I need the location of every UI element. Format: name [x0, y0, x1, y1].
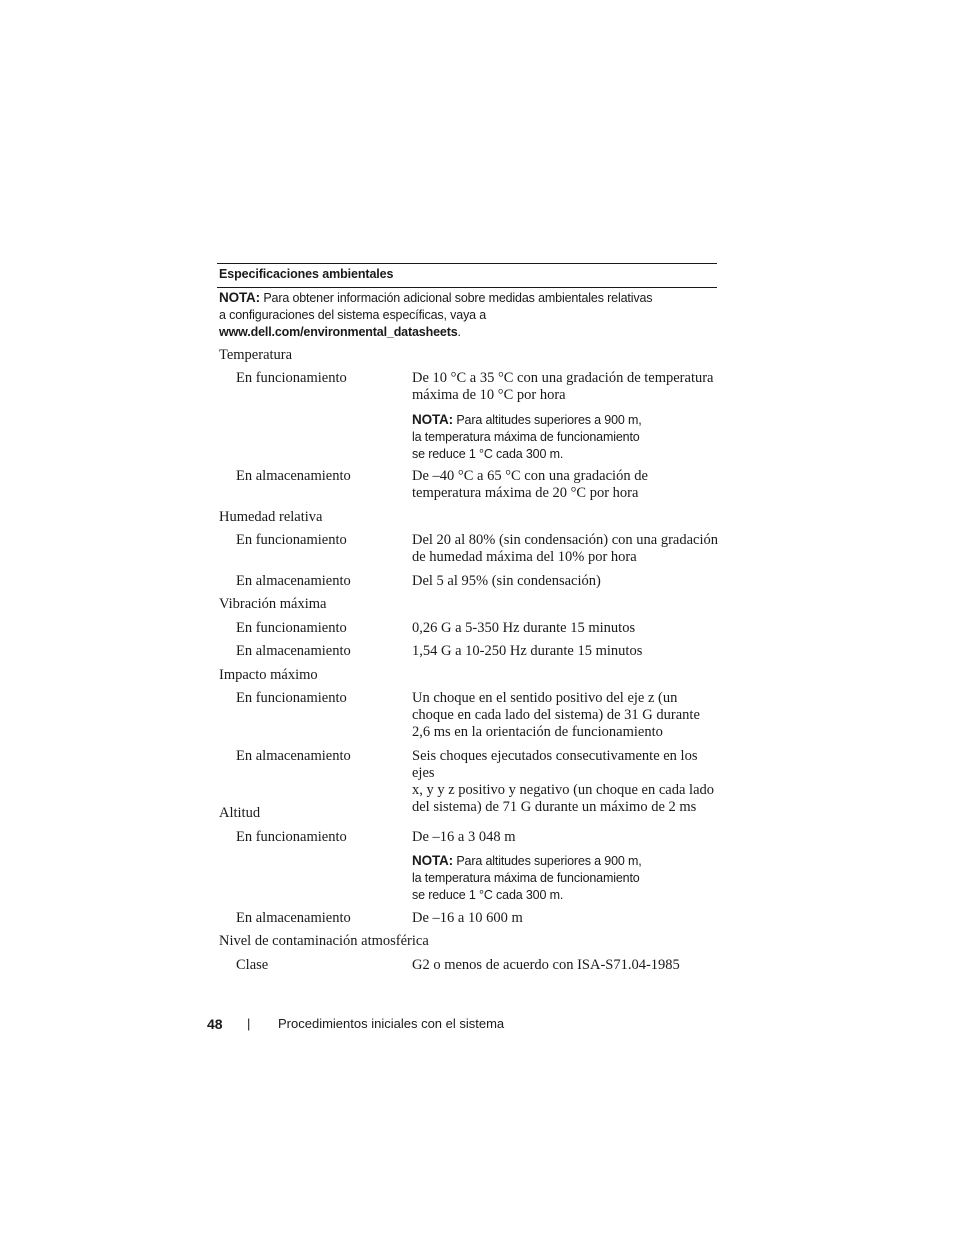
row-value: [412, 370, 722, 404]
row-label: En funcionamiento: [236, 620, 347, 636]
note-label: NOTA:: [412, 853, 453, 868]
row-label: En funcionamiento: [236, 370, 347, 386]
value-line: máxima de 10 °C por hora: [412, 387, 566, 403]
row-label: En almacenamiento: [236, 748, 351, 764]
row-value: G2 o menos de acuerdo con ISA-S71.04-1985: [412, 957, 680, 973]
value-line: x, y y z positivo y negativo (un choque en cada lado: [412, 782, 715, 798]
row-label: En almacenamiento: [236, 468, 351, 484]
row-label: En funcionamiento: [236, 690, 347, 706]
section-title-contaminacion: Nivel de contaminación atmosférica: [219, 933, 429, 949]
note-text: se reduce 1 °C cada 300 m.: [412, 888, 564, 902]
row-value: Del 5 al 95% (sin condensación): [412, 573, 601, 589]
section-title-altitud: Altitud: [219, 805, 261, 821]
row-value: 1,54 G a 10-250 Hz durante 15 minutos: [412, 643, 643, 659]
value-line: de humedad máxima del 10% por hora: [412, 549, 637, 565]
temperature-note: [412, 411, 722, 463]
row-value: [412, 748, 722, 816]
section-title-impacto: Impacto máximo: [219, 667, 318, 683]
value-line: De 10 °C a 35 °C con una gradación de temperatura: [412, 370, 714, 386]
table-header-title: Especificaciones ambientales: [219, 267, 394, 281]
row-value: De –16 a 3 048 m: [412, 829, 516, 845]
note-text: se reduce 1 °C cada 300 m.: [412, 447, 564, 461]
row-label: En almacenamiento: [236, 573, 351, 589]
table-header-rule: [217, 287, 717, 288]
note-text: Para altitudes superiores a 900 m,: [456, 854, 642, 868]
row-label: Clase: [236, 957, 269, 973]
altitude-note: [412, 852, 722, 904]
note-label: NOTA:: [412, 412, 453, 427]
table-top-rule: [217, 263, 717, 264]
row-value: [412, 690, 722, 741]
row-value: 0,26 G a 5-350 Hz durante 15 minutos: [412, 620, 636, 636]
row-value: [412, 468, 722, 502]
page-number: 48: [207, 1016, 223, 1032]
note-text: a configuraciones del sistema específicas, vaya a: [219, 308, 487, 322]
footer-chapter-title: Procedimientos iniciales con el sistema: [278, 1016, 505, 1031]
value-line: del sistema) de 71 G durante un máximo de 2 ms: [412, 799, 697, 815]
note-text: .: [457, 325, 461, 339]
value-line: De –40 °C a 65 °C con una gradación de: [412, 468, 648, 484]
row-label: En almacenamiento: [236, 910, 351, 926]
row-label: En funcionamiento: [236, 532, 347, 548]
section-title-temperatura: Temperatura: [219, 347, 293, 363]
row-label: En almacenamiento: [236, 643, 351, 659]
value-line: 2,6 ms en la orientación de funcionamiento: [412, 724, 663, 740]
row-value: [412, 532, 722, 566]
value-line: Seis choques ejecutados consecutivamente en los ejes: [412, 748, 698, 781]
value-line: Un choque en el sentido positivo del eje z (un: [412, 690, 678, 706]
section-title-vibracion: Vibración máxima: [219, 596, 327, 612]
row-label: En funcionamiento: [236, 829, 347, 845]
value-line: temperatura máxima de 20 °C por hora: [412, 485, 639, 501]
value-line: Del 20 al 80% (sin condensación) con una gradación: [412, 532, 719, 548]
intro-note: [219, 289, 719, 341]
row-value: De –16 a 10 600 m: [412, 910, 523, 926]
datasheets-link[interactable]: www.dell.com/environmental_datasheets: [219, 325, 458, 339]
note-text: la temperatura máxima de funcionamiento: [412, 871, 640, 885]
footer-separator: |: [247, 1016, 251, 1031]
note-text: Para obtener información adicional sobre medidas ambientales relativas: [263, 291, 653, 305]
note-text: la temperatura máxima de funcionamiento: [412, 430, 640, 444]
value-line: choque en cada lado del sistema) de 31 G durante: [412, 707, 700, 723]
note-label: NOTA:: [219, 290, 260, 305]
note-text: Para altitudes superiores a 900 m,: [456, 413, 642, 427]
section-title-humedad: Humedad relativa: [219, 509, 323, 525]
